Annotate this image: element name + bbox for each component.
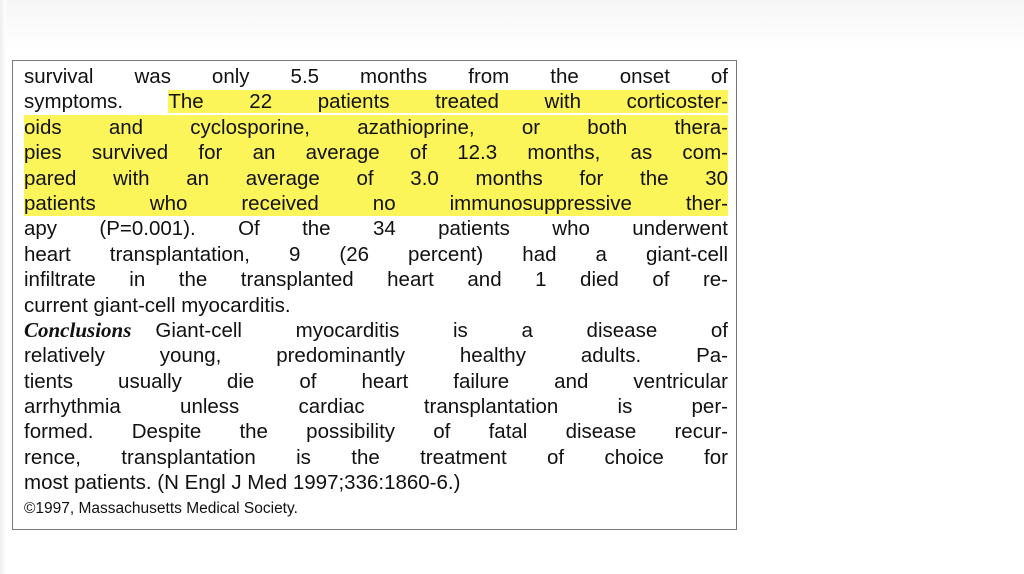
top-shade bbox=[0, 0, 1024, 50]
highlighted-text-start: The 22 patients treated with corticoster- bbox=[168, 90, 728, 114]
copyright-notice: ©1997, Massachusetts Medical Society. bbox=[24, 499, 298, 517]
highlighted-line-3: oids and cyclosporine, azathioprine, or both thera- bbox=[24, 115, 728, 139]
conclusions-text-start: Giant-cell myocarditis is a disease of bbox=[155, 318, 728, 342]
text-line-13: tients usually die of heart failure and ventricular bbox=[24, 369, 728, 393]
text-line-10: current giant-cell myocarditis. bbox=[24, 293, 291, 317]
text-line-8: heart transplantation, 9 (26 percent) had a giant-cell bbox=[24, 242, 728, 266]
text-line-16: rence, transplantation is the treatment of choice for bbox=[24, 445, 728, 469]
conclusions-line bbox=[24, 318, 728, 343]
text-line-2-plain: symptoms. bbox=[24, 90, 124, 114]
text-line-17: most patients. (N Engl J Med 1997;336:1860-6.) bbox=[24, 471, 461, 495]
text-line-15: formed. Despite the possibility of fatal disease recur- bbox=[24, 420, 728, 444]
text-line-12: relatively young, predominantly healthy adults. Pa- bbox=[24, 344, 728, 368]
left-shade bbox=[0, 0, 6, 574]
text-line-14: arrhythmia unless cardiac transplantation is per- bbox=[24, 395, 728, 419]
text-line-7: apy (P=0.001). Of the 34 patients who underwent bbox=[24, 217, 728, 241]
text-line-2 bbox=[24, 89, 728, 114]
abstract-excerpt bbox=[12, 60, 737, 530]
highlighted-line-6: patients who received no immunosuppressive ther- bbox=[24, 191, 728, 215]
highlighted-line-5: pared with an average of 3.0 months for the 30 bbox=[24, 166, 728, 190]
text-line-1: survival was only 5.5 months from the onset of bbox=[24, 65, 728, 88]
text-line-9: infiltrate in the transplanted heart and 1 died of re- bbox=[24, 268, 728, 292]
highlighted-line-4: pies survived for an average of 12.3 months, as com- bbox=[24, 141, 728, 165]
conclusions-heading: Conclusions bbox=[24, 317, 132, 342]
